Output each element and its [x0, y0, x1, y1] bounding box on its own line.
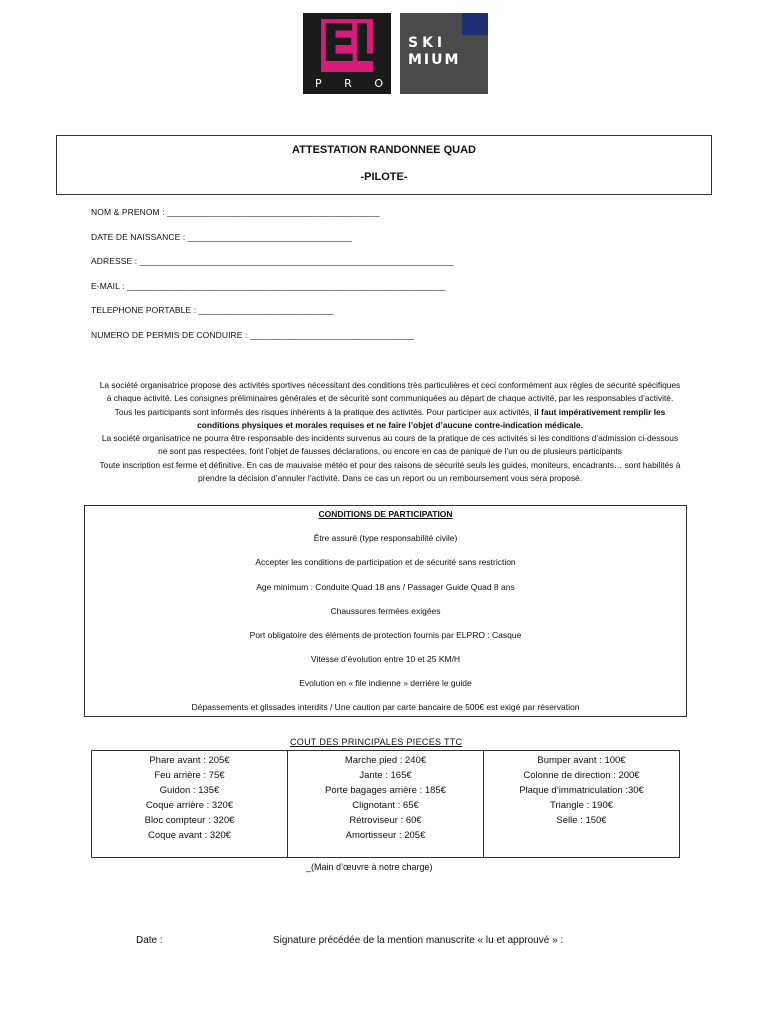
prices-column-2 [288, 751, 484, 857]
skimium-logo-corner [462, 13, 488, 35]
elpro-logo-pro [311, 77, 387, 91]
price-item: Plaque d’immatriculation :30€ [519, 785, 644, 796]
condition-item: Age minimum : Conduite Quad 18 ans / Passager Guide Quad 8 ans [256, 582, 515, 592]
intro-line [15, 406, 765, 419]
field-nom-prenom[interactable]: NOM & PRENOM : ____________________________________________ [91, 207, 380, 217]
condition-item: Être assuré (type responsabilité civile) [313, 533, 458, 543]
intro-bold-text: il faut impérativement remplir les [534, 406, 666, 417]
intro-line: ne sont pas respectées, font l’objet de fausses déclarations, ou encore en cas de panique de l’un ou de plusieurs participants [158, 446, 622, 457]
prices-table [91, 750, 680, 858]
price-item: Selle : 150€ [556, 815, 607, 826]
price-item: Triangle : 190€ [549, 800, 614, 811]
condition-item: Vitesse d’évolution entre 10 et 25 KM/H [310, 654, 461, 664]
prices-column-3 [484, 751, 679, 857]
skimium-logo-mium: MIUM [408, 52, 461, 68]
field-email[interactable]: E-MAIL : __________________________________________________________________ [91, 281, 446, 291]
condition-item: Dépassements et glissades interdits / Une caution par carte bancaire de 500€ est exigé par réservation [191, 702, 580, 712]
condition-item: Port obligatoire des éléments de protection fournis par ELPRO : Casque [249, 630, 522, 640]
elpro-letter-r: R [344, 77, 352, 90]
conditions-title: CONDITIONS DE PARTICIPATION [318, 509, 453, 519]
intro-text: Tous les participants sont informés des risques inhérents à la pratique des activités. Pour participer aux activités, [114, 406, 535, 417]
intro-line: à chaque activité. Les consignes préliminaires générales et de sécurité sont communiquées au départ de chaque activité, par les responsables d’activité. [106, 393, 674, 404]
signature-label[interactable]: Signature précédée de la mention manuscrite « lu et approuvé » : [273, 935, 564, 946]
condition-item: Accepter les conditions de participation et de sécurité sans restriction [255, 557, 516, 567]
field-adresse[interactable]: ADRESSE : _________________________________________________________________ [91, 256, 454, 266]
price-item: Bloc compteur : 320€ [144, 815, 235, 826]
price-item: Coque arrière : 320€ [145, 800, 234, 811]
condition-item: Chaussures fermées exigées [330, 606, 441, 616]
price-item: Amortisseur : 205€ [345, 830, 426, 841]
intro-line: prendre la décision d’annuler l’activité. Dans ce cas un report ou un remboursement vous sera proposé. [197, 473, 583, 484]
field-date-naissance[interactable]: DATE DE NAISSANCE : __________________________________ [91, 232, 352, 242]
price-item: Clignotant : 65€ [352, 800, 419, 811]
skimium-logo-ski: SKI [408, 35, 447, 51]
price-item: Bumper avant : 100€ [537, 755, 626, 766]
price-item: Phare avant : 205€ [149, 755, 230, 766]
price-item: Rétroviseur : 60€ [349, 815, 422, 826]
elpro-letter-o: O [374, 77, 383, 90]
intro-line: La société organisatrice propose des activités sportives nécessitant des conditions très particulières et ceci conformément aux règles de sécurité spécifiques [99, 380, 681, 390]
skimium-logo [400, 13, 488, 94]
price-item: Feu arrière : 75€ [154, 770, 225, 781]
field-telephone[interactable]: TELEPHONE PORTABLE : ____________________________ [91, 305, 334, 315]
price-item: Colonne de direction : 200€ [523, 770, 640, 781]
intro-line: La société organisatrice ne pourra être responsable des incidents survenus au cours de la pratique de ces activités si les conditions d’admission ci-dessous [101, 433, 679, 444]
price-item: Coque avant : 320€ [148, 830, 231, 841]
intro-line [15, 419, 765, 432]
intro-bold-text: conditions physiques et morales requises et ne faire l’objet d’aucune contre-indication médicale. [197, 419, 583, 430]
price-item: Jante : 165€ [359, 770, 412, 781]
intro-paragraph [15, 379, 765, 485]
prices-column-1 [92, 751, 288, 857]
document-title: ATTESTATION RANDONNEE QUAD [292, 144, 476, 156]
price-item: Porte bagages arrière : 185€ [325, 785, 446, 796]
elpro-letter-p: P [315, 77, 322, 90]
title-box [56, 135, 712, 195]
intro-line: Toute inscription est ferme et définitive. En cas de mauvaise météo et pour des raisons de sécurité seuls les guides, moniteurs, encadrants… sont habilités à [99, 459, 681, 470]
prices-title: COUT DES PRINCIPALES PIECES TTC [290, 737, 463, 747]
price-item: Guidon : 135€ [159, 785, 220, 796]
elpro-logo [303, 13, 391, 94]
date-label[interactable]: Date : [136, 935, 163, 946]
price-item: Marche pied : 240€ [344, 755, 427, 766]
condition-item: Evolution en « file indienne » derrière le guide [299, 678, 472, 688]
elpro-logo-mark: EL [321, 14, 382, 74]
document-subtitle: -PILOTE- [360, 171, 408, 183]
labor-note: _(Main d’œuvre à notre charge) [306, 862, 433, 872]
field-permis[interactable]: NUMERO DE PERMIS DE CONDUIRE : __________________________________ [91, 330, 415, 340]
conditions-box [84, 505, 687, 717]
